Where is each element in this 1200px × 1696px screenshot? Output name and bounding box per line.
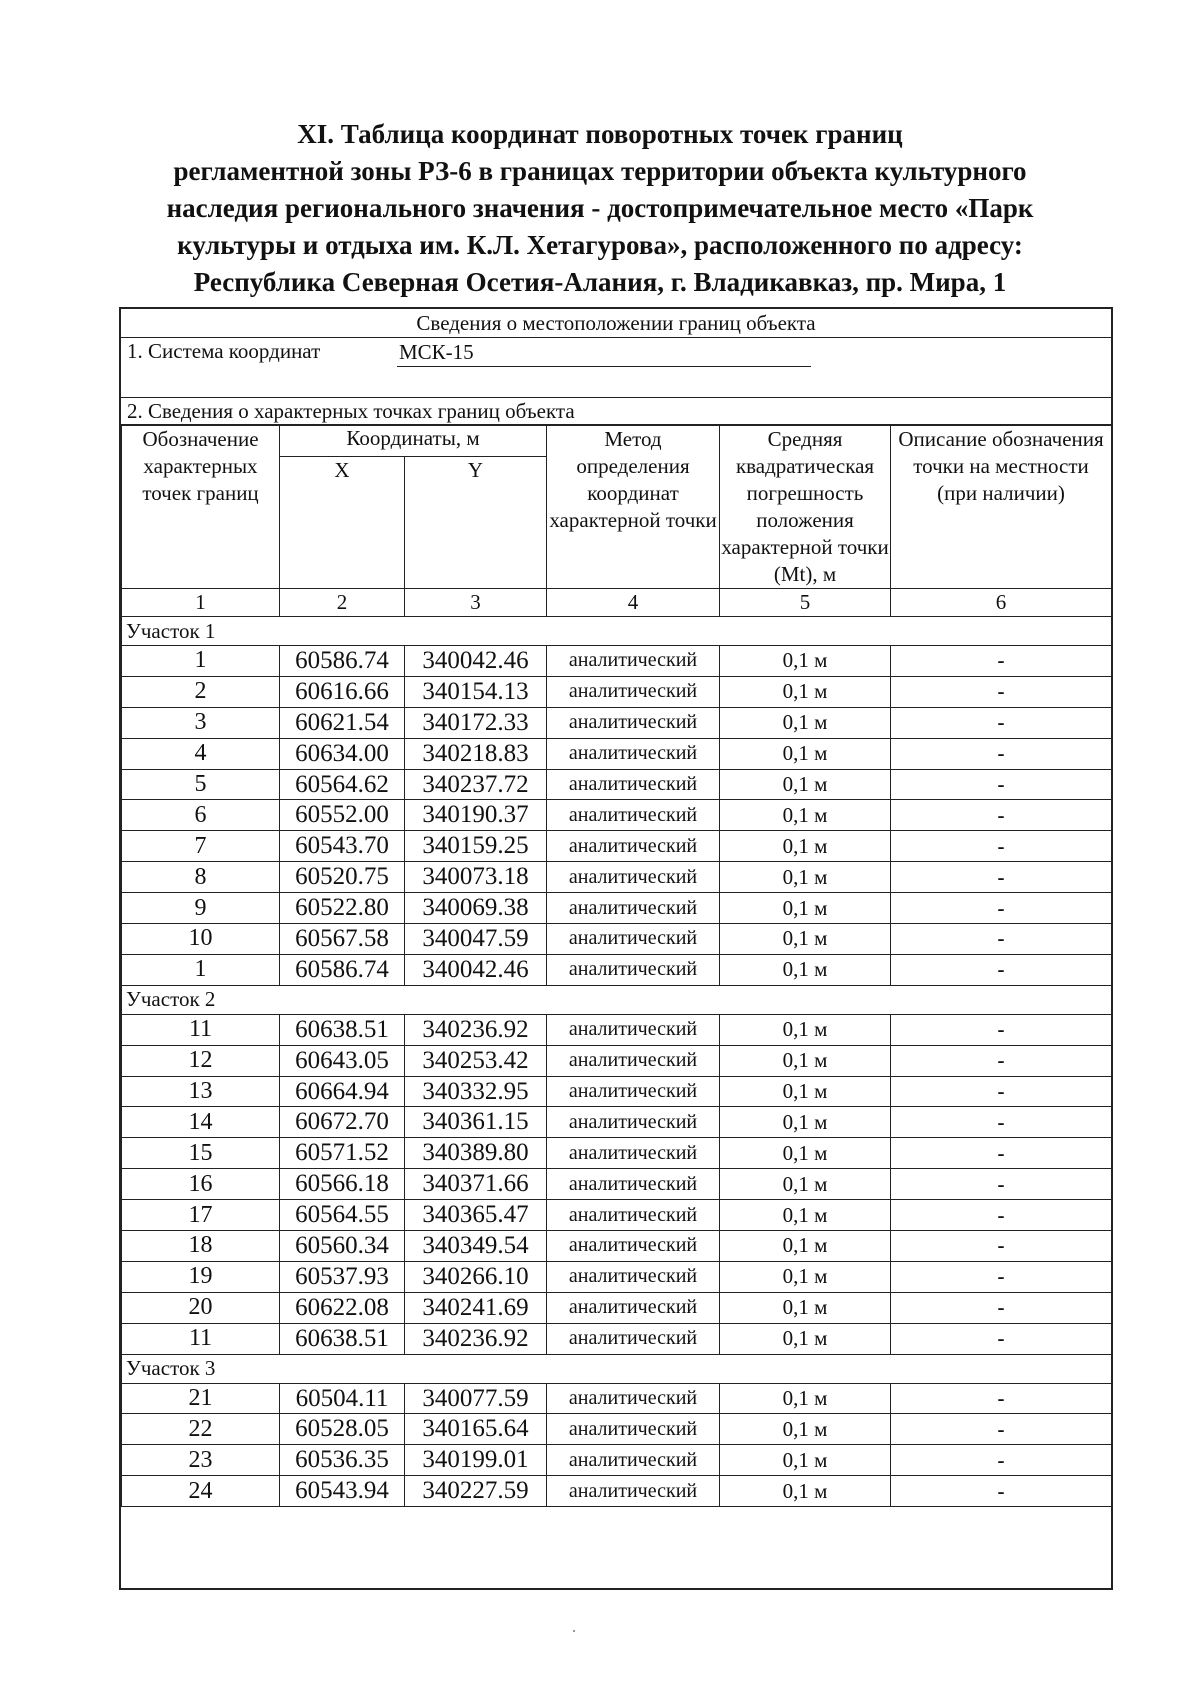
point-number: 8 — [122, 862, 280, 893]
description-cell: - — [891, 1445, 1112, 1476]
table-row — [122, 1076, 1112, 1107]
table-row — [122, 893, 1112, 924]
x-coordinate: 60504.11 — [280, 1383, 405, 1414]
section-row — [122, 985, 1112, 1014]
x-coordinate: 60634.00 — [280, 738, 405, 769]
method-cell: аналитический — [547, 893, 720, 924]
table-title: Сведения о местоположении границ объекта — [121, 309, 1111, 338]
method-cell: аналитический — [547, 646, 720, 677]
x-coordinate: 60543.94 — [280, 1476, 405, 1507]
table-row — [122, 769, 1112, 800]
point-number: 9 — [122, 893, 280, 924]
header-accuracy: Средняя квадратическая погрешность положения характерной точки (Mt), м — [720, 426, 891, 589]
description-cell: - — [891, 707, 1112, 738]
point-number: 1 — [122, 954, 280, 985]
accuracy-cell: 0,1 м — [720, 1414, 891, 1445]
method-cell: аналитический — [547, 1414, 720, 1445]
title-line: XI. Таблица координат поворотных точек границ — [297, 119, 903, 149]
accuracy-cell: 0,1 м — [720, 1476, 891, 1507]
title-line: культуры и отдыха им. К.Л. Хетагурова», расположенного по адресу: — [177, 230, 1023, 260]
y-coordinate: 340361.15 — [405, 1107, 547, 1138]
description-cell: - — [891, 893, 1112, 924]
y-coordinate: 340042.46 — [405, 954, 547, 985]
point-number: 7 — [122, 831, 280, 862]
scan-speck — [573, 1630, 575, 1632]
table-row — [122, 676, 1112, 707]
description-cell: - — [891, 1476, 1112, 1507]
x-coordinate: 60522.80 — [280, 893, 405, 924]
x-coordinate: 60537.93 — [280, 1261, 405, 1292]
method-cell: аналитический — [547, 1476, 720, 1507]
method-cell: аналитический — [547, 831, 720, 862]
accuracy-cell: 0,1 м — [720, 1323, 891, 1354]
table-row — [122, 1261, 1112, 1292]
table-row — [122, 1323, 1112, 1354]
point-number: 22 — [122, 1414, 280, 1445]
header-description: Описание обозначения точки на местности (при наличии) — [891, 426, 1112, 589]
description-cell: - — [891, 738, 1112, 769]
table-row — [122, 1476, 1112, 1507]
method-cell: аналитический — [547, 707, 720, 738]
method-cell: аналитический — [547, 1261, 720, 1292]
description-cell: - — [891, 1200, 1112, 1231]
description-cell: - — [891, 1014, 1112, 1045]
y-coordinate: 340332.95 — [405, 1076, 547, 1107]
point-number: 24 — [122, 1476, 280, 1507]
x-coordinate: 60564.62 — [280, 769, 405, 800]
y-coordinate: 340237.72 — [405, 769, 547, 800]
accuracy-cell: 0,1 м — [720, 646, 891, 677]
point-number: 5 — [122, 769, 280, 800]
x-coordinate: 60586.74 — [280, 646, 405, 677]
accuracy-cell: 0,1 м — [720, 893, 891, 924]
y-coordinate: 340042.46 — [405, 646, 547, 677]
header-x: X — [280, 457, 405, 589]
x-coordinate: 60638.51 — [280, 1014, 405, 1045]
accuracy-cell: 0,1 м — [720, 1292, 891, 1323]
table-row — [122, 1445, 1112, 1476]
x-coordinate: 60536.35 — [280, 1445, 405, 1476]
header-designation: Обозначение характерных точек границ — [122, 426, 280, 589]
method-cell: аналитический — [547, 676, 720, 707]
y-coordinate: 340218.83 — [405, 738, 547, 769]
section-name: Участок 2 — [122, 985, 1112, 1014]
y-coordinate: 340266.10 — [405, 1261, 547, 1292]
method-cell: аналитический — [547, 1200, 720, 1231]
x-coordinate: 60586.74 — [280, 954, 405, 985]
description-cell: - — [891, 1414, 1112, 1445]
header-method: Метод определения координат характерной точки — [547, 426, 720, 589]
point-number: 18 — [122, 1231, 280, 1262]
method-cell: аналитический — [547, 1292, 720, 1323]
description-cell: - — [891, 676, 1112, 707]
point-number: 11 — [122, 1014, 280, 1045]
table-row — [122, 1107, 1112, 1138]
method-cell: аналитический — [547, 862, 720, 893]
method-cell: аналитический — [547, 1045, 720, 1076]
point-number: 14 — [122, 1107, 280, 1138]
y-coordinate: 340253.42 — [405, 1045, 547, 1076]
y-coordinate: 340165.64 — [405, 1414, 547, 1445]
point-number: 11 — [122, 1323, 280, 1354]
description-cell: - — [891, 1076, 1112, 1107]
description-cell: - — [891, 1169, 1112, 1200]
description-cell: - — [891, 924, 1112, 955]
method-cell: аналитический — [547, 1014, 720, 1045]
method-cell: аналитический — [547, 1445, 720, 1476]
table-row — [122, 1292, 1112, 1323]
point-number: 15 — [122, 1138, 280, 1169]
accuracy-cell: 0,1 м — [720, 707, 891, 738]
accuracy-cell: 0,1 м — [720, 800, 891, 831]
y-coordinate: 340073.18 — [405, 862, 547, 893]
x-coordinate: 60543.70 — [280, 831, 405, 862]
description-cell: - — [891, 1138, 1112, 1169]
x-coordinate: 60672.70 — [280, 1107, 405, 1138]
table-row — [122, 1414, 1112, 1445]
description-cell: - — [891, 831, 1112, 862]
y-coordinate: 340190.37 — [405, 800, 547, 831]
point-number: 4 — [122, 738, 280, 769]
point-number: 17 — [122, 1200, 280, 1231]
accuracy-cell: 0,1 м — [720, 769, 891, 800]
header-y: Y — [405, 457, 547, 589]
x-coordinate: 60571.52 — [280, 1138, 405, 1169]
coordinates-table — [121, 425, 1112, 1507]
column-number: 4 — [547, 589, 720, 617]
section-name: Участок 3 — [122, 1354, 1112, 1383]
table-row — [122, 1200, 1112, 1231]
accuracy-cell: 0,1 м — [720, 862, 891, 893]
table-row — [122, 831, 1112, 862]
coordinate-system-label: 1. Система координат — [127, 339, 321, 363]
y-coordinate: 340236.92 — [405, 1014, 547, 1045]
x-coordinate: 60622.08 — [280, 1292, 405, 1323]
table-row — [122, 1231, 1112, 1262]
table-row — [122, 1138, 1112, 1169]
y-coordinate: 340365.47 — [405, 1200, 547, 1231]
accuracy-cell: 0,1 м — [720, 1200, 891, 1231]
accuracy-cell: 0,1 м — [720, 924, 891, 955]
accuracy-cell: 0,1 м — [720, 1169, 891, 1200]
method-cell: аналитический — [547, 738, 720, 769]
accuracy-cell: 0,1 м — [720, 954, 891, 985]
point-number: 1 — [122, 646, 280, 677]
x-coordinate: 60567.58 — [280, 924, 405, 955]
accuracy-cell: 0,1 м — [720, 1045, 891, 1076]
y-coordinate: 340349.54 — [405, 1231, 547, 1262]
x-coordinate: 60616.66 — [280, 676, 405, 707]
point-number: 20 — [122, 1292, 280, 1323]
accuracy-cell: 0,1 м — [720, 738, 891, 769]
table-row — [122, 800, 1112, 831]
y-coordinate: 340077.59 — [405, 1383, 547, 1414]
method-cell: аналитический — [547, 1138, 720, 1169]
point-number: 3 — [122, 707, 280, 738]
document-title — [120, 116, 1080, 301]
column-number: 6 — [891, 589, 1112, 617]
x-coordinate: 60621.54 — [280, 707, 405, 738]
point-number: 13 — [122, 1076, 280, 1107]
table-row — [122, 707, 1112, 738]
accuracy-cell: 0,1 м — [720, 1076, 891, 1107]
method-cell: аналитический — [547, 954, 720, 985]
table-row — [122, 1383, 1112, 1414]
method-cell: аналитический — [547, 800, 720, 831]
x-coordinate: 60664.94 — [280, 1076, 405, 1107]
boundary-info-block — [119, 307, 1113, 1590]
x-coordinate: 60643.05 — [280, 1045, 405, 1076]
method-cell: аналитический — [547, 769, 720, 800]
table-row — [122, 1045, 1112, 1076]
y-coordinate: 340227.59 — [405, 1476, 547, 1507]
y-coordinate: 340371.66 — [405, 1169, 547, 1200]
description-cell: - — [891, 800, 1112, 831]
points-section-label: 2. Сведения о характерных точках границ объекта — [121, 397, 1111, 425]
description-cell: - — [891, 954, 1112, 985]
header-row — [122, 426, 1112, 457]
method-cell: аналитический — [547, 1231, 720, 1262]
method-cell: аналитический — [547, 1383, 720, 1414]
accuracy-cell: 0,1 м — [720, 1107, 891, 1138]
coordinate-system-row — [121, 337, 1111, 398]
method-cell: аналитический — [547, 1107, 720, 1138]
method-cell: аналитический — [547, 1323, 720, 1354]
title-line: регламентной зоны РЗ-6 в границах территории объекта культурного — [173, 156, 1027, 186]
description-cell: - — [891, 1107, 1112, 1138]
point-number: 19 — [122, 1261, 280, 1292]
description-cell: - — [891, 1261, 1112, 1292]
accuracy-cell: 0,1 м — [720, 1261, 891, 1292]
point-number: 21 — [122, 1383, 280, 1414]
y-coordinate: 340199.01 — [405, 1445, 547, 1476]
coordinate-system-value: МСК-15 — [397, 339, 811, 367]
table-row — [122, 1169, 1112, 1200]
method-cell: аналитический — [547, 924, 720, 955]
point-number: 16 — [122, 1169, 280, 1200]
table-row — [122, 738, 1112, 769]
accuracy-cell: 0,1 м — [720, 1383, 891, 1414]
point-number: 6 — [122, 800, 280, 831]
header-coordinates: Координаты, м — [280, 426, 547, 457]
table-row — [122, 924, 1112, 955]
section-name: Участок 1 — [122, 617, 1112, 646]
y-coordinate: 340154.13 — [405, 676, 547, 707]
y-coordinate: 340159.25 — [405, 831, 547, 862]
accuracy-cell: 0,1 м — [720, 1445, 891, 1476]
column-number: 3 — [405, 589, 547, 617]
x-coordinate: 60560.34 — [280, 1231, 405, 1262]
table-row — [122, 646, 1112, 677]
y-coordinate: 340069.38 — [405, 893, 547, 924]
accuracy-cell: 0,1 м — [720, 1014, 891, 1045]
column-number: 1 — [122, 589, 280, 617]
column-number: 2 — [280, 589, 405, 617]
description-cell: - — [891, 862, 1112, 893]
description-cell: - — [891, 1383, 1112, 1414]
accuracy-cell: 0,1 м — [720, 831, 891, 862]
description-cell: - — [891, 769, 1112, 800]
point-number: 10 — [122, 924, 280, 955]
y-coordinate: 340172.33 — [405, 707, 547, 738]
table-row — [122, 954, 1112, 985]
column-number: 5 — [720, 589, 891, 617]
x-coordinate: 60566.18 — [280, 1169, 405, 1200]
point-number: 23 — [122, 1445, 280, 1476]
table-row — [122, 1014, 1112, 1045]
point-number: 2 — [122, 676, 280, 707]
description-cell: - — [891, 1045, 1112, 1076]
y-coordinate: 340047.59 — [405, 924, 547, 955]
point-number: 12 — [122, 1045, 280, 1076]
title-line: Республика Северная Осетия-Алания, г. Владикавказ, пр. Мира, 1 — [193, 267, 1007, 297]
description-cell: - — [891, 646, 1112, 677]
accuracy-cell: 0,1 м — [720, 1138, 891, 1169]
table-row — [122, 862, 1112, 893]
description-cell: - — [891, 1231, 1112, 1262]
x-coordinate: 60564.55 — [280, 1200, 405, 1231]
section-row — [122, 1354, 1112, 1383]
accuracy-cell: 0,1 м — [720, 676, 891, 707]
method-cell: аналитический — [547, 1076, 720, 1107]
y-coordinate: 340236.92 — [405, 1323, 547, 1354]
method-cell: аналитический — [547, 1169, 720, 1200]
x-coordinate: 60552.00 — [280, 800, 405, 831]
x-coordinate: 60520.75 — [280, 862, 405, 893]
description-cell: - — [891, 1323, 1112, 1354]
description-cell: - — [891, 1292, 1112, 1323]
x-coordinate: 60638.51 — [280, 1323, 405, 1354]
y-coordinate: 340241.69 — [405, 1292, 547, 1323]
title-line: наследия регионального значения - достопримечательное место «Парк — [166, 193, 1034, 223]
y-coordinate: 340389.80 — [405, 1138, 547, 1169]
x-coordinate: 60528.05 — [280, 1414, 405, 1445]
column-numbers-row — [122, 589, 1112, 617]
accuracy-cell: 0,1 м — [720, 1231, 891, 1262]
section-row — [122, 617, 1112, 646]
